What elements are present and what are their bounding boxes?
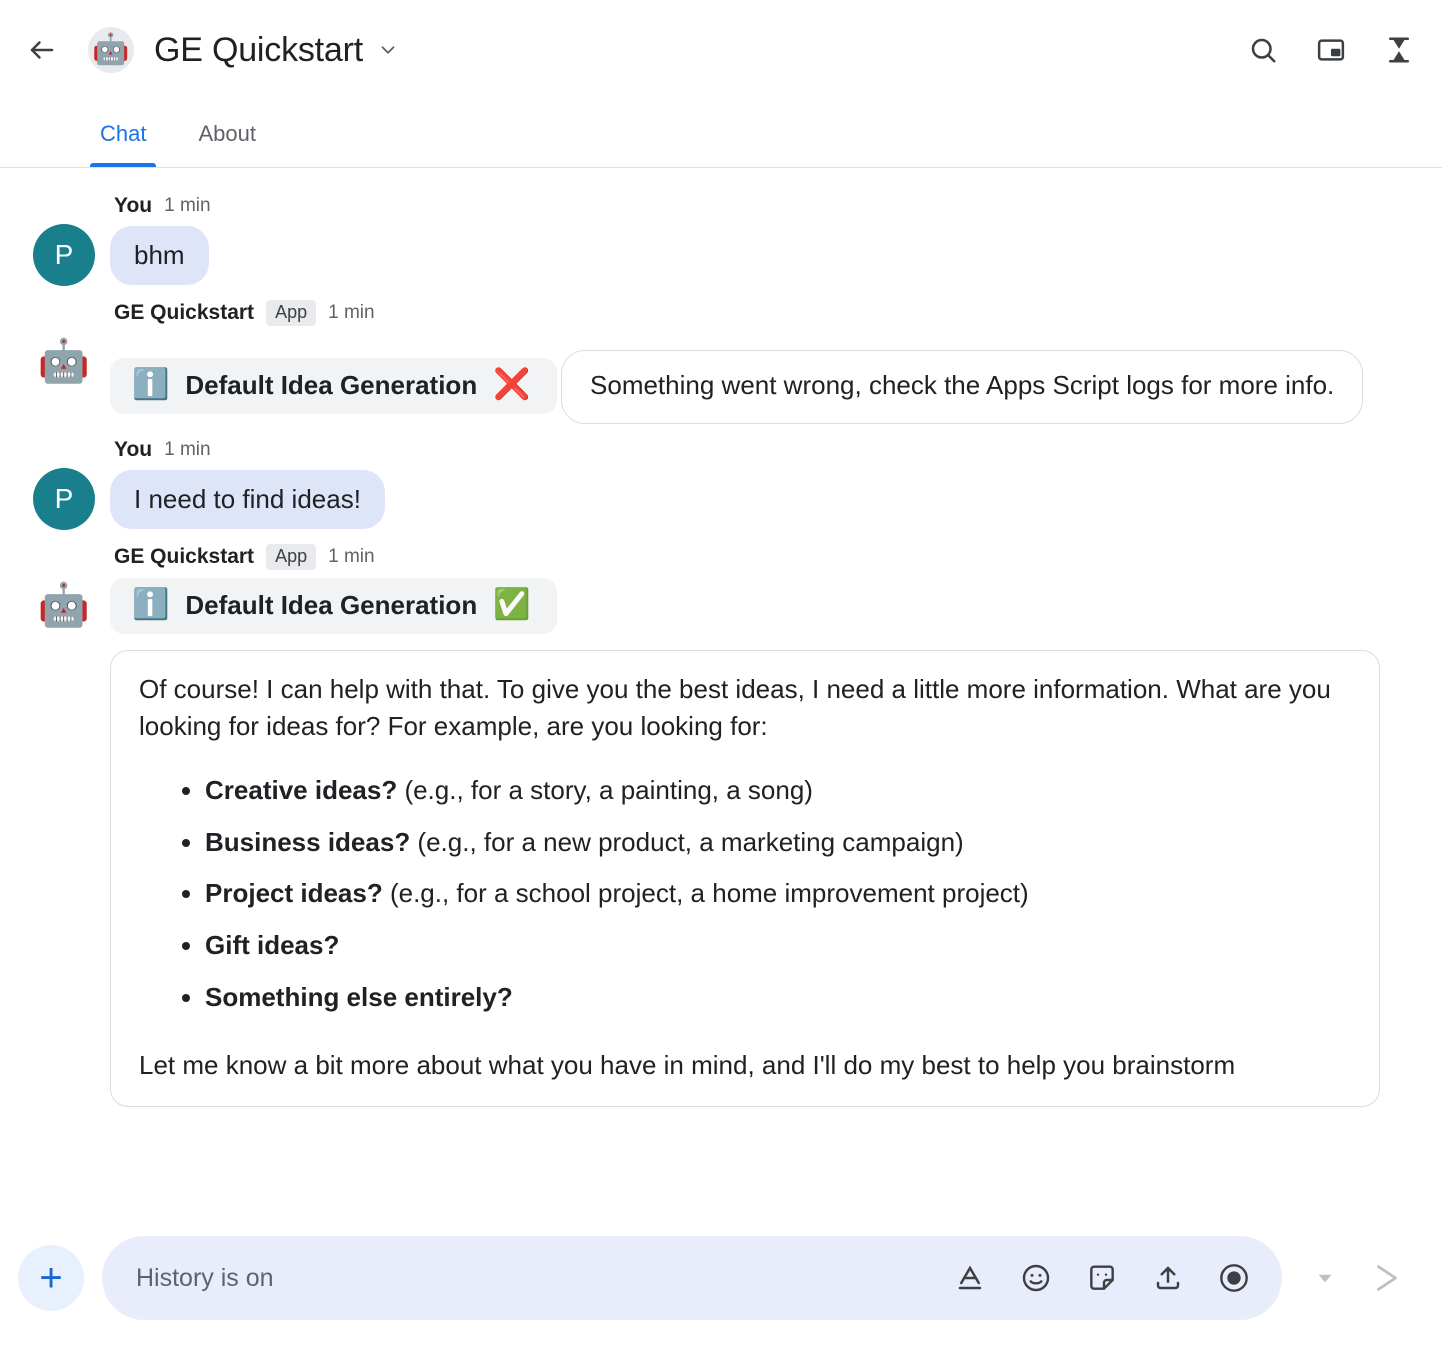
message-body <box>110 544 1412 1108</box>
list-item-title: Business ideas? <box>205 826 411 857</box>
message-meta <box>110 544 1412 570</box>
send-group <box>1300 1253 1412 1303</box>
header-actions <box>1246 33 1416 67</box>
composer-icons <box>952 1260 1252 1296</box>
message-bubble[interactable]: I need to find ideas! <box>110 470 385 529</box>
info-icon: ℹ️ <box>132 588 170 622</box>
upload-icon[interactable] <box>1150 1260 1186 1296</box>
send-icon <box>1370 1261 1404 1295</box>
emoji-icon[interactable] <box>1018 1260 1054 1296</box>
tab-about-label: About <box>198 120 256 146</box>
message-body <box>110 300 1412 424</box>
card-title: Default Idea Generation <box>185 589 478 620</box>
message-item <box>18 300 1412 424</box>
avatar <box>33 330 95 392</box>
message-meta <box>110 300 1412 326</box>
message-item <box>18 438 1412 530</box>
list-item-detail: (e.g., for a new product, a marketing campaign) <box>410 826 964 857</box>
composer <box>0 1212 1442 1368</box>
record-icon[interactable] <box>1216 1260 1252 1296</box>
card-intro-text: Of course! I can help with that. To give you the best ideas, I need a little more information. What are you looking for ideas for? For example, are you looking for: <box>139 673 1331 742</box>
app-badge: App <box>266 544 316 570</box>
message-body <box>110 194 1412 285</box>
message-author: GE Quickstart <box>114 544 255 568</box>
plus-icon: + <box>39 1255 63 1300</box>
avatar-initial: P <box>54 239 74 270</box>
list-item <box>205 927 1351 965</box>
card-header <box>110 578 557 634</box>
chat-title-menu[interactable] <box>154 31 399 70</box>
avatar-column <box>18 300 110 392</box>
avatar-column <box>18 438 110 530</box>
status-success-icon: ✅ <box>493 588 531 622</box>
list-item <box>205 772 1351 810</box>
avatar-column <box>18 194 110 286</box>
message-author: You <box>114 194 153 217</box>
message-timestamp: 1 min <box>328 302 375 323</box>
sticker-icon[interactable] <box>1084 1260 1120 1296</box>
message-input[interactable] <box>102 1236 1282 1320</box>
arrow-left-icon <box>27 35 57 65</box>
app-avatar <box>88 27 134 73</box>
caret-down-icon[interactable] <box>1300 1253 1350 1303</box>
message-meta <box>110 438 1412 462</box>
card-body-text: Something went wrong, check the Apps Script logs for more info. <box>590 370 1335 400</box>
message-input-placeholder: History is on <box>136 1263 274 1292</box>
avatar-column <box>18 544 110 636</box>
message-meta <box>110 194 1412 218</box>
card-title: Default Idea Generation <box>185 369 478 400</box>
message-timestamp: 1 min <box>164 195 211 216</box>
avatar <box>33 468 95 530</box>
card-header <box>110 358 557 414</box>
card-body <box>110 650 1380 1108</box>
idea-type-list <box>139 772 1351 1016</box>
message-item <box>18 194 1412 286</box>
tab-chat[interactable] <box>96 100 150 167</box>
list-item-detail: (e.g., for a school project, a home improvement project) <box>382 878 1029 909</box>
robot-icon: 🤖 <box>37 580 91 628</box>
message-author: GE Quickstart <box>114 301 255 324</box>
back-button[interactable] <box>18 26 66 74</box>
message-list[interactable] <box>0 168 1442 1212</box>
chevron-down-icon <box>377 39 399 61</box>
message-author: You <box>114 437 153 461</box>
message-bubble[interactable]: bhm <box>110 226 209 285</box>
info-icon: ℹ️ <box>132 368 170 401</box>
format-text-icon[interactable] <box>952 1260 988 1296</box>
send-button[interactable] <box>1362 1253 1412 1303</box>
list-item <box>205 875 1351 913</box>
avatar <box>33 224 95 286</box>
page-title: GE Quickstart <box>154 30 364 69</box>
tab-bar <box>0 100 1442 168</box>
collapse-icon[interactable] <box>1382 33 1416 67</box>
message-item <box>18 544 1412 1108</box>
avatar-initial: P <box>54 482 74 514</box>
card-body <box>561 350 1363 424</box>
list-item-title: Gift ideas? <box>205 930 340 961</box>
tab-about[interactable] <box>194 100 260 167</box>
add-attachment-button[interactable] <box>18 1245 84 1311</box>
card-outro-text: Let me know a bit more about what you have in mind, and I'll do my best to help you brainstorm <box>139 1049 1236 1080</box>
message-timestamp: 1 min <box>328 545 375 567</box>
message-timestamp: 1 min <box>164 438 211 460</box>
list-item <box>205 824 1351 862</box>
robot-icon: 🤖 <box>92 33 130 66</box>
avatar <box>33 574 95 636</box>
list-item <box>205 979 1351 1017</box>
search-icon[interactable] <box>1246 33 1280 67</box>
list-item-title: Something else entirely? <box>205 981 513 1012</box>
app-badge: App <box>266 300 316 326</box>
picture-in-picture-icon[interactable] <box>1314 33 1348 67</box>
robot-icon: 🤖 <box>37 337 91 384</box>
message-body <box>110 438 1412 529</box>
status-error-icon: ❌ <box>493 368 531 401</box>
chat-header <box>0 0 1442 100</box>
list-item-detail: (e.g., for a story, a painting, a song) <box>397 775 813 806</box>
list-item-title: Project ideas? <box>205 878 383 909</box>
tab-chat-label: Chat <box>100 120 147 146</box>
list-item-title: Creative ideas? <box>205 775 398 806</box>
